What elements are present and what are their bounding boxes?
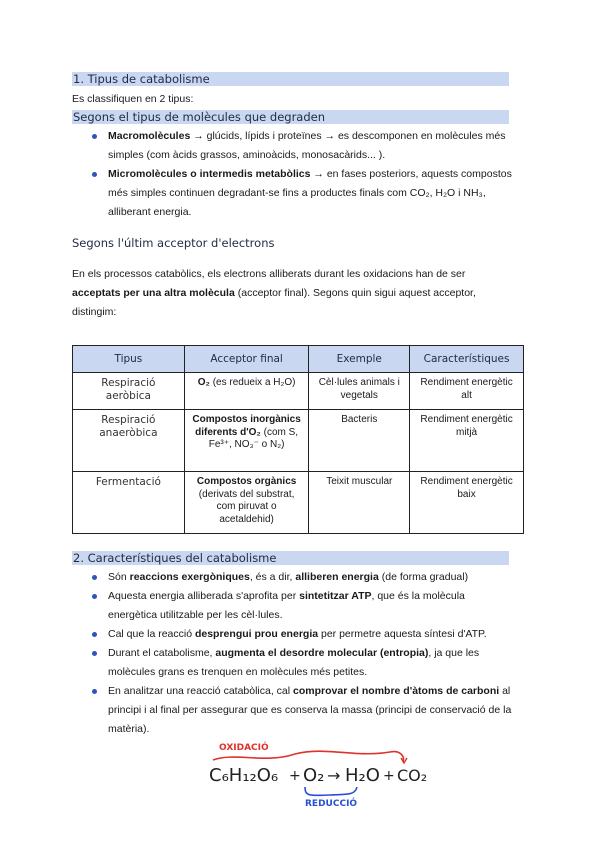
reduccio-label: REDUCCIÓ — [305, 799, 358, 809]
acceptor-text: (derivats del substrat, com piruvat o acetaldehid) — [198, 488, 295, 525]
para-text: En els processos catabòlics, els electrons alliberats durant les oxidacions han de ser — [72, 268, 466, 280]
item-text: Són — [108, 571, 130, 583]
item-bold: sintetitzar ATP — [299, 590, 372, 602]
oxygen-formula: O₂ — [303, 765, 325, 786]
cell-exemple: Teixit muscular — [309, 472, 410, 534]
list-item — [72, 568, 512, 587]
item-bold: comprovar el nombre d'àtoms de carboni — [293, 685, 500, 697]
header-tipus: Tipus — [73, 346, 185, 373]
item-text: , ja que les molècules grans es trenquen en molècules més petites. — [108, 647, 480, 678]
water-formula: H₂O — [345, 765, 380, 786]
cell-caract: Rendiment energètic mitjà — [410, 410, 524, 472]
catabolism-table — [72, 345, 524, 534]
header-exemple: Exemple — [309, 346, 410, 373]
cell-caract: Rendiment energètic baix — [410, 472, 524, 534]
table-row — [73, 410, 524, 472]
item-text: al principi i al final per assegurar que es conserva la massa (principi de conservació de la matèria). — [108, 685, 512, 735]
acceptor-bold: O₂ — [197, 377, 210, 388]
molecules-list — [72, 127, 512, 222]
redox-equation — [205, 738, 435, 810]
item-text: , que és la molècula energètica utilitzable per les cèl·lules. — [108, 590, 465, 621]
acceptor-text: (es redueix a H₂O) — [209, 377, 296, 388]
reaction-arrow: → — [327, 766, 341, 785]
item-text: → en fases posteriors, aquests compostos més simples continuen degradant-se fins a productes finals com CO₂, H₂O i NH₃, alliberant energia. — [108, 168, 512, 218]
subsection-molecules-heading: Segons el tipus de molècules que degraden — [72, 110, 509, 124]
list-item — [72, 644, 512, 682]
acceptor-text: (com S, Fe³⁺, NO₃⁻ o N₂) — [208, 426, 299, 450]
item-bold: augmenta el desordre molecular (entropia) — [215, 647, 429, 659]
acceptor-bold: Compostos inorgànics diferents d'O₂ — [192, 414, 301, 438]
item-bold: desprengui prou energia — [194, 628, 319, 640]
cell-tipus: Respiració anaeròbica — [73, 410, 185, 472]
item-text: per permetre aquesta síntesi d'ATP. — [318, 628, 487, 640]
item-text: (de forma gradual) — [378, 571, 469, 583]
characteristics-list — [72, 568, 512, 739]
header-acceptor: Acceptor final — [184, 346, 309, 373]
table-row — [73, 472, 524, 534]
section-2-heading: 2. Característiques del catabolisme — [72, 551, 509, 565]
oxidacio-label: OXIDACIÓ — [219, 743, 269, 753]
cell-acceptor — [184, 410, 309, 472]
cell-acceptor — [184, 373, 309, 410]
item-bold: alliberen energia — [295, 571, 379, 583]
item-text: → glúcids, lípids i proteïnes → es descomponen en molècules més simples (com àcids grassos, aminoàcids, monosacàrids... ). — [108, 130, 506, 161]
list-item — [72, 625, 512, 644]
cell-exemple: Cèl·lules animals i vegetals — [309, 373, 410, 410]
list-item — [72, 587, 512, 625]
list-item — [72, 682, 512, 739]
subsection-acceptor-heading: Segons l'últim acceptor d'electrons — [72, 236, 275, 250]
plus-sign: + — [289, 768, 301, 784]
header-caracteristiques: Característiques — [410, 346, 524, 373]
cell-tipus: Respiració aeròbica — [73, 373, 185, 410]
cell-caract: Rendiment energètic alt — [410, 373, 524, 410]
glucose-formula: C₆H₁₂O₆ — [209, 765, 279, 786]
item-text: Cal que la reacció — [108, 628, 195, 640]
section-1-heading: 1. Tipus de catabolisme — [72, 72, 509, 86]
item-text: En analitzar una reacció catabòlica, cal — [108, 685, 294, 697]
item-bold: Micromolècules o intermedis metabòlics — [108, 168, 311, 180]
cell-tipus: Fermentació — [73, 472, 185, 534]
co2-formula: CO₂ — [397, 766, 428, 785]
list-item — [72, 165, 512, 222]
item-bold: Macromolècules — [108, 130, 191, 142]
reduccio-bracket — [305, 787, 357, 795]
item-text: Durant el catabolisme, — [108, 647, 216, 659]
para-text: (acceptor final). Segons quin sigui aquest acceptor, distingim: — [72, 287, 476, 318]
list-item — [72, 127, 512, 165]
para-bold: acceptats per una altra molècula — [72, 287, 235, 299]
acceptor-bold: Compostos orgànics — [196, 476, 297, 487]
item-bold: reaccions exergòniques — [129, 571, 250, 583]
cell-acceptor — [184, 472, 309, 534]
section-1-intro: Es classifiquen en 2 tipus: — [72, 93, 194, 105]
table-row — [73, 373, 524, 410]
item-text: , és a dir, — [249, 571, 296, 583]
acceptor-paragraph — [72, 265, 512, 322]
plus-sign: + — [383, 768, 395, 784]
cell-exemple: Bacteris — [309, 410, 410, 472]
table-header-row — [73, 346, 524, 373]
item-text: Aquesta energia alliberada s'aprofita per — [108, 590, 300, 602]
